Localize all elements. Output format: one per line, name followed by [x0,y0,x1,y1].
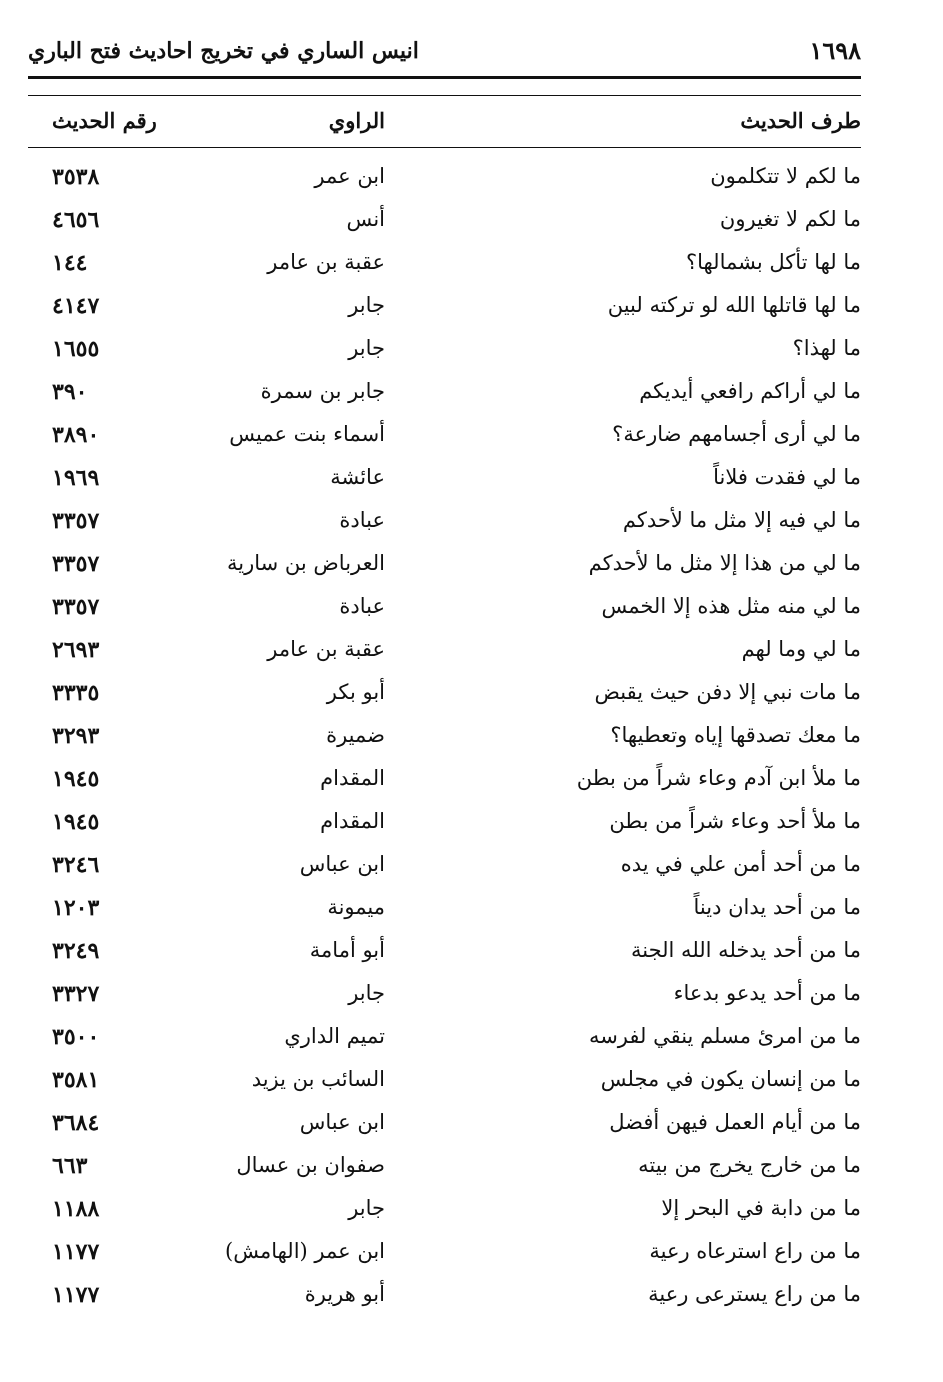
hadith-text: ما من خارج يخرج من بيته [638,1153,861,1177]
hadith-number: ٣٥٨١ [52,1067,100,1093]
narrator-name: ابن عباس [299,1110,385,1134]
column-header-text: طرف الحديث [740,108,861,133]
hadith-number: ٣٢٤٩ [52,938,100,964]
hadith-text: ما لي أرى أجسامهم ضارعة؟ [612,422,861,446]
narrator-name: ابن عمر (الهامش) [225,1239,385,1263]
narrator-name: أبو بكر [326,680,385,704]
narrator-name: جابر بن سمرة [260,379,385,403]
hadith-number: ١٩٤٥ [52,809,100,835]
table-row [0,975,943,1018]
table-row [0,416,943,459]
table-row [0,158,943,201]
hadith-text: ما من أيام العمل فيهن أفضل [609,1110,861,1134]
hadith-text: ما من أحد يدخله الله الجنة [631,938,861,962]
hadith-text: ما مات نبي إلا دفن حيث يقبض [594,680,861,704]
hadith-number: ١٩٦٩ [52,465,100,491]
running-title: انيس الساري في تخريج احاديث فتح الباري [28,38,419,64]
table-row [0,588,943,631]
hadith-text: ما من راع استرعاه رعية [649,1239,861,1263]
hadith-text: ما من أحد أمن علي في يده [620,852,861,876]
table-row [0,1061,943,1104]
hadith-number: ٣٥٠٠ [52,1024,100,1050]
column-header-narrator: الراوي [328,108,385,133]
narrator-name: المقدام [320,766,385,790]
table-row [0,244,943,287]
hadith-text: ما من إنسان يكون في مجلس [600,1067,861,1091]
hadith-text: ما لها قاتلها الله لو تركته لبين [607,293,861,317]
table-row [0,1233,943,1276]
narrator-name: السائب بن يزيد [251,1067,385,1091]
hadith-text: ما لي أراكم رافعي أيديكم [639,379,861,403]
table-row [0,201,943,244]
hadith-text: ما من أحد يدعو بدعاء [673,981,861,1005]
table-row [0,631,943,674]
narrator-name: أنس [346,207,385,231]
narrator-name: تميم الداري [284,1024,385,1048]
narrator-name: العرباض بن سارية [226,551,385,575]
hadith-number: ١٩٤٥ [52,766,100,792]
header-rule [28,76,861,79]
hadith-number: ١١٧٧ [52,1239,100,1265]
hadith-number: ٣٥٣٨ [52,164,100,190]
narrator-name: جابر [348,336,385,360]
hadith-number: ٣٩٠ [52,379,88,405]
table-row [0,1147,943,1190]
column-header-number: رقم الحديث [52,108,157,133]
narrator-name: عقبة بن عامر [267,637,385,661]
table-row [0,1190,943,1233]
hadith-number: ٣٣٥٧ [52,551,100,577]
narrator-name: المقدام [320,809,385,833]
hadith-text: ما لي فقدت فلاناً [713,465,861,489]
table-row [0,717,943,760]
hadith-number: ٣٣٣٥ [52,680,100,706]
narrator-name: ابن عباس [299,852,385,876]
hadith-number: ٤١٤٧ [52,293,100,319]
hadith-text: ما لكم لا تغيرون [719,207,861,231]
table-row [0,674,943,717]
table-row [0,287,943,330]
hadith-text: ما ملأ ابن آدم وعاء شراً من بطن [576,766,861,790]
table-row [0,1276,943,1319]
hadith-index-table [0,158,943,1319]
hadith-text: ما لكم لا تتكلمون [710,164,861,188]
hadith-number: ١١٧٧ [52,1282,100,1308]
hadith-number: ٢٦٩٣ [52,637,100,663]
narrator-name: جابر [348,293,385,317]
hadith-number: ٣٦٨٤ [52,1110,100,1136]
hadith-text: ما لهذا؟ [792,336,861,360]
table-row [0,545,943,588]
hadith-number: ١٢٠٣ [52,895,100,921]
narrator-name: ضميرة [326,723,385,747]
hadith-text: ما لي من هذا إلا مثل ما لأحدكم [588,551,861,575]
hadith-number: ٣٣٥٧ [52,594,100,620]
table-row [0,502,943,545]
table-row [0,760,943,803]
hadith-text: ما لي فيه إلا مثل ما لأحدكم [622,508,861,532]
hadith-number: ٣٢٤٦ [52,852,100,878]
hadith-number: ١٤٤ [52,250,88,276]
narrator-name: عبادة [339,508,385,532]
table-row [0,846,943,889]
narrator-name: أبو أمامة [309,938,385,962]
hadith-text: ما لي منه مثل هذه إلا الخمس [601,594,861,618]
table-row [0,1018,943,1061]
table-row [0,803,943,846]
narrator-name: أسماء بنت عميس [229,422,385,446]
hadith-number: ٣٢٩٣ [52,723,100,749]
table-top-rule [28,95,861,96]
narrator-name: جابر [348,981,385,1005]
hadith-text: ما ملأ أحد وعاء شراً من بطن [609,809,861,833]
hadith-text: ما من راع يسترعى رعية [648,1282,861,1306]
table-row [0,373,943,416]
hadith-number: ٣٨٩٠ [52,422,100,448]
narrator-name: جابر [348,1196,385,1220]
narrator-name: أبو هريرة [304,1282,385,1306]
hadith-text: ما من دابة في البحر إلا [661,1196,861,1220]
hadith-number: ٤٦٥٦ [52,207,100,233]
hadith-text: ما من أحد يدان ديناً [693,895,861,919]
hadith-number: ٣٣٥٧ [52,508,100,534]
table-row [0,459,943,502]
hadith-text: ما معك تصدقها إياه وتعطيها؟ [610,723,861,747]
page-number: ١٦٩٨ [809,36,861,65]
table-row [0,889,943,932]
hadith-text: ما لي وما لهم [741,637,861,661]
narrator-name: عائشة [330,465,385,489]
hadith-number: ٣٣٢٧ [52,981,100,1007]
narrator-name: صفوان بن عسال [236,1153,385,1177]
hadith-number: ٦٦٣ [52,1153,88,1179]
hadith-number: ١١٨٨ [52,1196,100,1222]
table-row [0,932,943,975]
hadith-text: ما لها تأكل بشمالها؟ [685,250,861,274]
narrator-name: ابن عمر [314,164,385,188]
narrator-name: عبادة [339,594,385,618]
table-row [0,1104,943,1147]
narrator-name: ميمونة [327,895,385,919]
column-header-rule [28,147,861,148]
hadith-text: ما من امرئ مسلم ينقي لفرسه [588,1024,861,1048]
narrator-name: عقبة بن عامر [267,250,385,274]
table-row [0,330,943,373]
running-header [28,34,861,74]
hadith-number: ١٦٥٥ [52,336,100,362]
